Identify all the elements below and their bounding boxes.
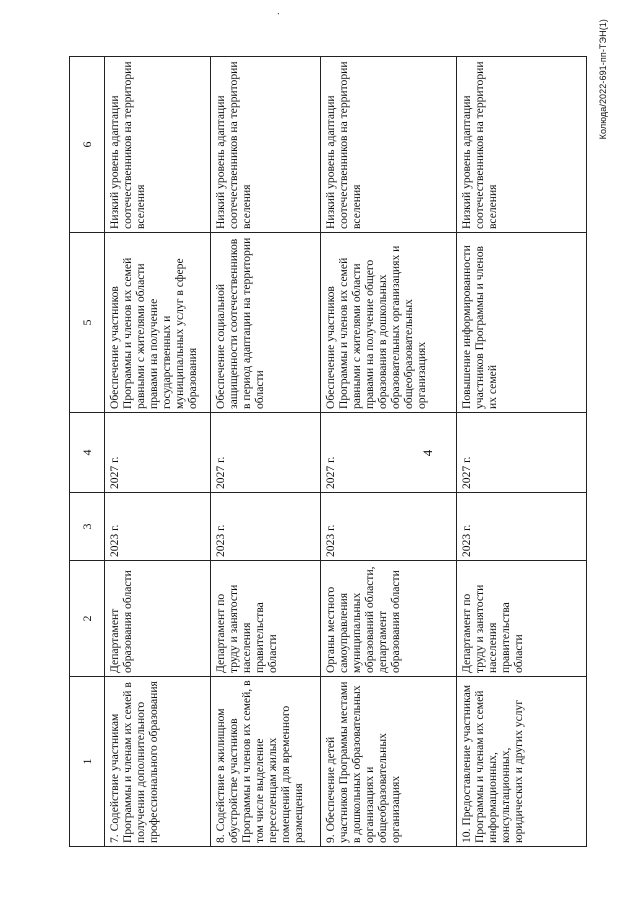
column-header: 2 — [70, 561, 105, 677]
start-year-cell: 2023 г. — [457, 493, 587, 561]
executor-cell: Департамент по труду и занятости населения правительства области — [211, 561, 321, 677]
column-header: 3 — [70, 493, 105, 561]
table-row — [321, 57, 457, 847]
executor-cell: Органы местного самоуправления муниципальных образований области, департамент образования области — [321, 561, 457, 677]
table-row — [105, 57, 211, 847]
result-cell: Обеспечение участников Программы и членов их семей равными с жителями области правами на получение государственных и муниципальных услуг в сфере образования — [105, 233, 211, 413]
column-header: 4 — [70, 413, 105, 493]
result-cell: Обеспечение социальной защищенности соотечественников в период адаптации на территории области — [211, 233, 321, 413]
risk-cell: Низкий уровень адаптации соотечественников на территории вселения — [457, 57, 587, 233]
end-year-cell: 2027 г. — [211, 413, 321, 493]
start-year-cell: 2023 г. — [105, 493, 211, 561]
measure-cell: 8. Содействие в жилищном обустройстве участников Программы и членов их семей, в том числе выделение переселенцам жилых помещений для временного размещения — [211, 677, 321, 847]
measure-cell: 10. Предоставление участникам Программы и членам их семей информационных, консультационных, юридических и других услуг — [457, 677, 587, 847]
document-code: Колюда/2022-691-пп-ТЭН(1) — [598, 19, 608, 140]
start-year-cell: 2023 г. — [211, 493, 321, 561]
risk-cell: Низкий уровень адаптации соотечественников на территории вселения — [211, 57, 321, 233]
page-dot: . — [271, 12, 282, 15]
measure-cell: 7. Содействие участникам Программы и членам их семей в получении дополнительного профессионального образования — [105, 677, 211, 847]
measures-table — [69, 56, 587, 847]
risk-cell: Низкий уровень адаптации соотечественников на территории вселения — [105, 57, 211, 233]
executor-cell: Департамент по труду и занятости населения правительства области — [457, 561, 587, 677]
column-header: 1 — [70, 677, 105, 847]
measure-cell: 9. Обеспечение детей участников Программы местами в дошкольных образовательных организациях и общеобразовательных организациях — [321, 677, 457, 847]
table-row — [211, 57, 321, 847]
column-header: 5 — [70, 233, 105, 413]
result-cell: Обеспечение участников Программы и членов их семей равными с жителями области правами на получение общего образования в дошкольных образовательных организациях и общеобразовательных организациях — [321, 233, 457, 413]
page-number: 4 — [420, 449, 435, 457]
result-cell: Повышение информированности участников Программы и членов их семей — [457, 233, 587, 413]
risk-cell: Низкий уровень адаптации соотечественников на территории вселения — [321, 57, 457, 233]
end-year-cell: 2027 г. — [105, 413, 211, 493]
end-year-cell: 2027 г. — [457, 413, 587, 493]
table-row — [457, 57, 587, 847]
start-year-cell: 2023 г. — [321, 493, 457, 561]
column-header: 6 — [70, 57, 105, 233]
executor-cell: Департамент образования области — [105, 561, 211, 677]
table-header-row — [70, 57, 105, 847]
end-year-cell: 2027 г. — [321, 413, 457, 493]
